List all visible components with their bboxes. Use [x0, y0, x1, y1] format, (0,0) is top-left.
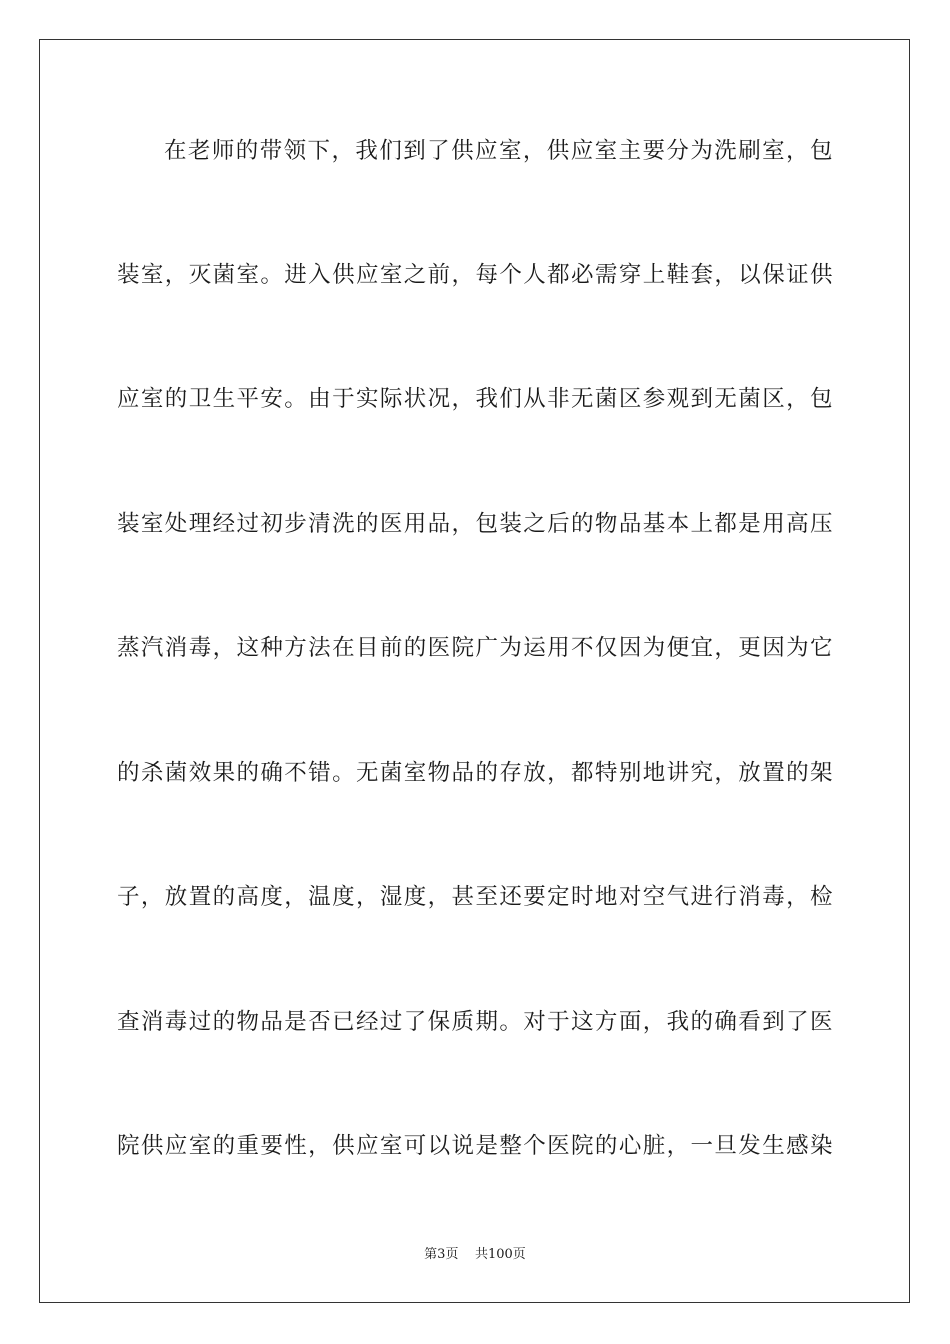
text-line: 查消毒过的物品是否已经过了保质期。对于这方面，我的确看到了医 — [117, 1009, 833, 1035]
page-number: 第3页 — [424, 1247, 459, 1262]
text-line: 蒸汽消毒，这种方法在目前的医院广为运用不仅因为便宜，更因为它 — [117, 635, 833, 661]
text-line: 装室处理经过初步清洗的医用品，包装之后的物品基本上都是用高压 — [117, 511, 833, 537]
page-border — [39, 39, 910, 1303]
text-line: 的杀菌效果的确不错。无菌室物品的存放，都特别地讲究，放置的架 — [117, 760, 833, 786]
total-pages: 共100页 — [474, 1247, 526, 1262]
text-line: 应室的卫生平安。由于实际状况，我们从非无菌区参观到无菌区，包 — [117, 386, 833, 412]
text-line: 子，放置的高度，温度，湿度，甚至还要定时地对空气进行消毒，检 — [117, 884, 833, 910]
text-line: 院供应室的重要性，供应室可以说是整个医院的心脏，一旦发生感染 — [117, 1133, 833, 1159]
text-line: 装室，灭菌室。进入供应室之前，每个人都必需穿上鞋套，以保证供 — [117, 262, 833, 288]
page-footer — [0, 1247, 950, 1263]
text-line: 在老师的带领下，我们到了供应室，供应室主要分为洗刷室，包 — [164, 138, 833, 164]
